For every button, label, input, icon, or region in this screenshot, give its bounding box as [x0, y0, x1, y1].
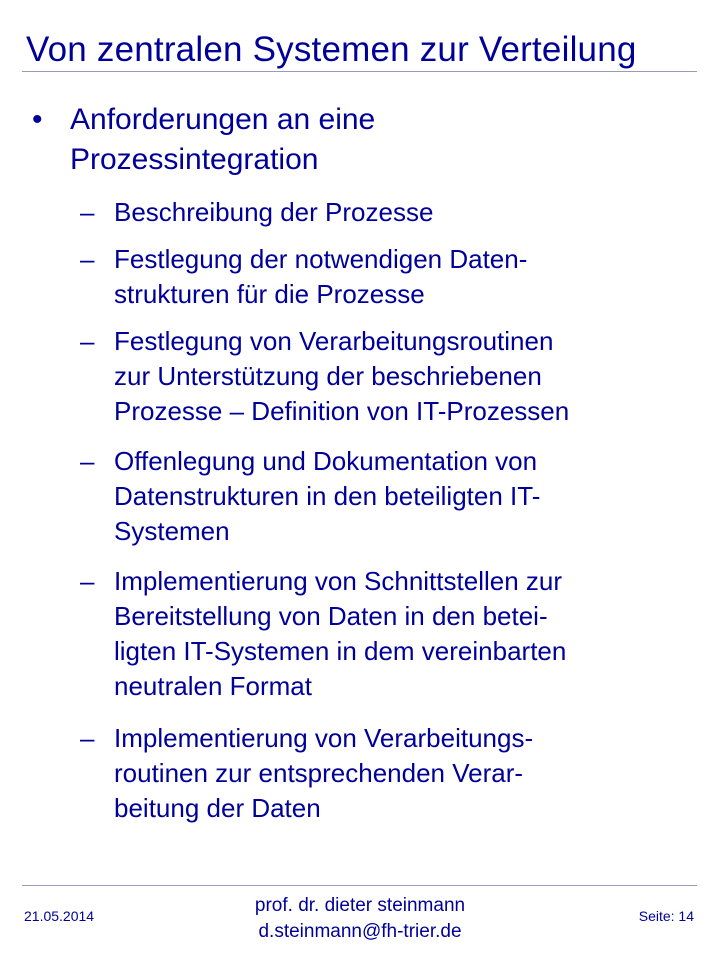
footer-author: prof. dr. dieter steinmann d.steinmann@fh-trier.de — [254, 895, 466, 942]
footer-divider — [22, 885, 697, 886]
dash-icon: – — [80, 326, 95, 356]
page-number: Seite: 14 — [638, 908, 694, 924]
dash-icon: – — [80, 723, 95, 753]
list-item-text: Implementierung von Schnittstellen zur Bereitstellung von Daten in den betei- ligten IT-Systemen in dem vereinbarten neutralen Format — [114, 566, 567, 701]
bullet-icon: • — [32, 103, 43, 136]
list-item-text: Implementierung von Verarbeitungs- routinen zur entsprechenden Verar- beitung der Daten — [114, 723, 534, 823]
dash-icon: – — [80, 244, 95, 274]
list-item-text: Offenlegung und Dokumentation von Datenstrukturen in den beteiligten IT- Systemen — [114, 446, 541, 546]
title-divider — [22, 71, 697, 72]
list-item-text: Beschreibung der Prozesse — [114, 197, 434, 227]
main-bullet-text: Anforderungen an eine Prozessintegration — [70, 103, 376, 176]
dash-icon: – — [80, 197, 95, 227]
dash-icon: – — [80, 566, 95, 596]
list-item-text: Festlegung von Verarbeitungsroutinen zur Unterstützung der beschriebenen Prozesse – Definition von IT-Prozessen — [114, 326, 570, 426]
slide-title: Von zentralen Systemen zur Verteilung — [26, 30, 637, 69]
footer-date: 21.05.2014 — [24, 908, 95, 924]
list-item-text: Festlegung der notwendigen Daten- strukturen für die Prozesse — [114, 244, 528, 309]
dash-icon: – — [80, 446, 95, 476]
